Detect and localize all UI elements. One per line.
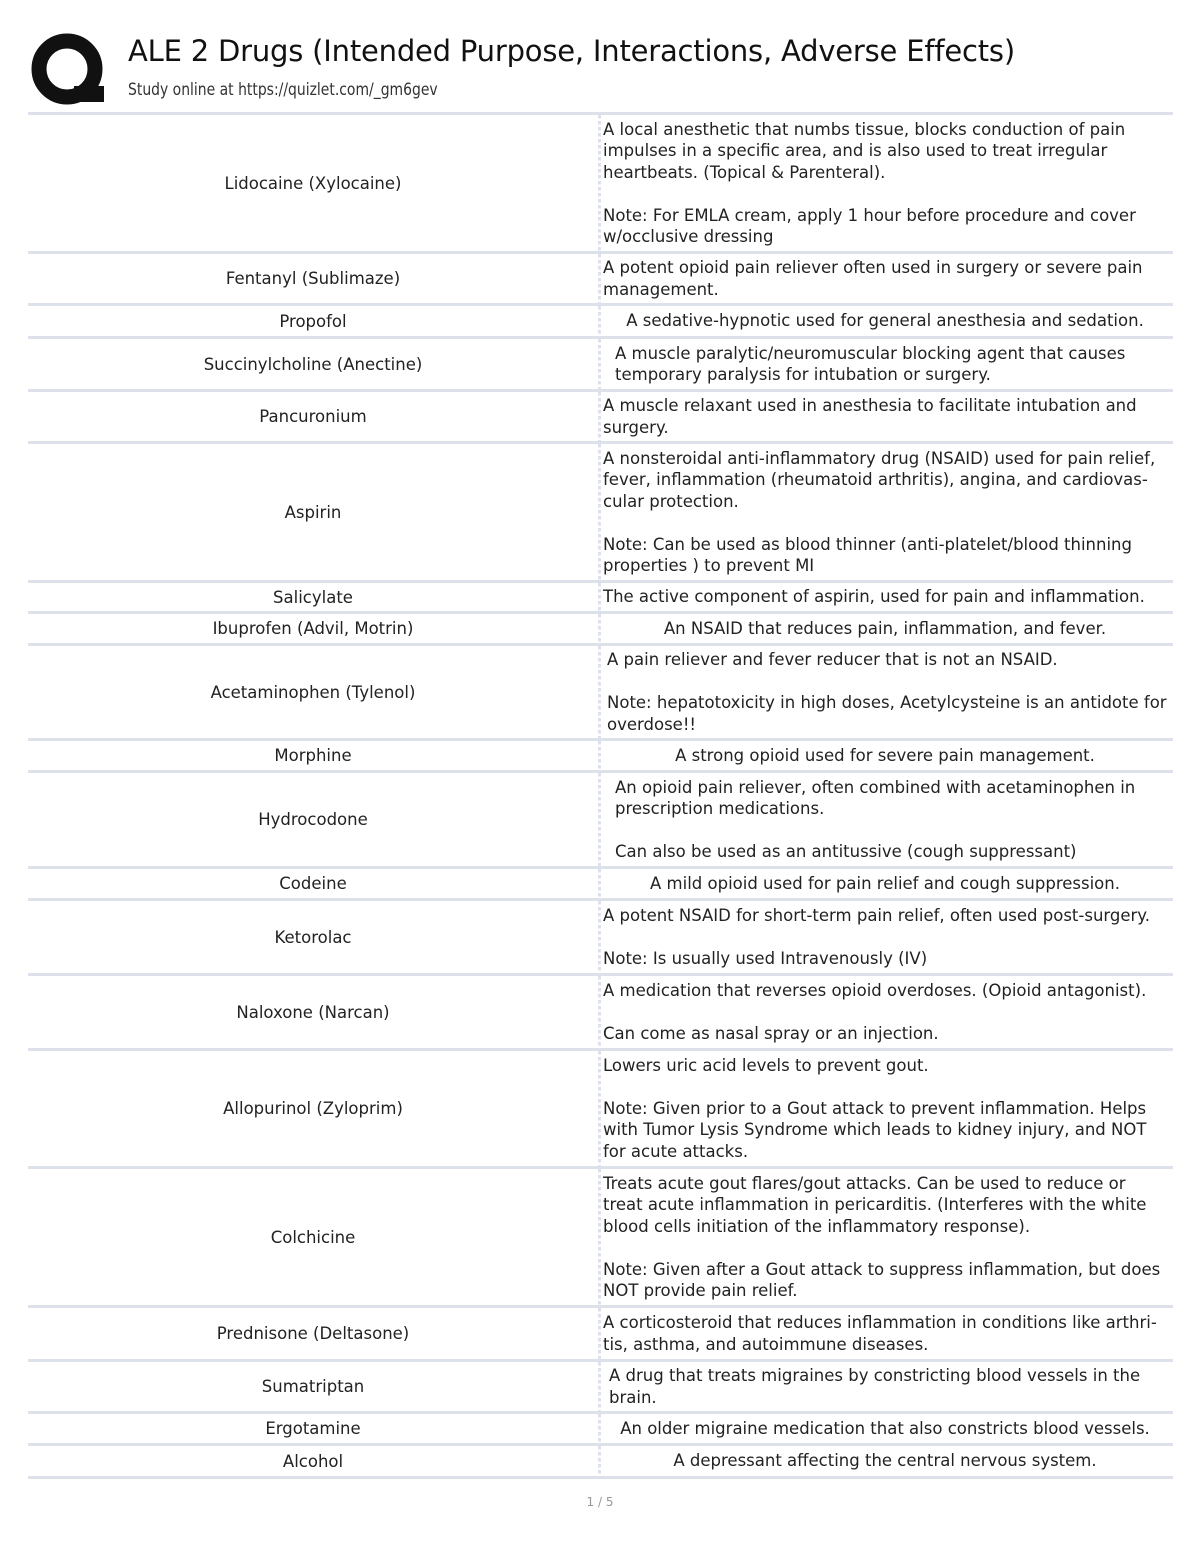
definition-text: A potent NSAID for short-term pain relief, often used post-surgery. <box>603 905 1150 925</box>
definition-cell <box>601 1414 1173 1443</box>
table-row <box>28 614 1173 646</box>
definition-cell <box>601 901 1173 973</box>
definition-note: Can come as nasal spray or an injection. <box>603 1023 939 1043</box>
definition-note: Note: Given prior to a Gout attack to prevent inflammation. Helps with Tumor Lysis Syndrome which leads to kidney injury, and NOT for acute attacks. <box>603 1098 1147 1161</box>
page-header <box>30 28 1180 108</box>
definition-cell <box>601 1308 1173 1359</box>
table-row <box>28 976 1173 1051</box>
quizlet-logo-icon <box>30 32 108 110</box>
definition-cell <box>601 773 1173 866</box>
definition-cell <box>601 1051 1173 1166</box>
definition-cell <box>601 392 1173 441</box>
definition-text: A potent opioid pain reliever often used in surgery or severe pain management. <box>603 258 1143 299</box>
definition-cell <box>601 1362 1173 1411</box>
term-cell: Ibuprofen (Advil, Motrin) <box>212 619 414 638</box>
term-cell: Lidocaine (Xylocaine) <box>224 173 402 193</box>
definition-text: A muscle paralytic/neuromuscular blocking agent that causes temporary paralysis for intubation or surgery. <box>615 343 1126 384</box>
term-cell: Salicylate <box>273 587 353 607</box>
table-row <box>28 115 1173 254</box>
study-online-link[interactable]: Study online at https://quizlet.com/_gm6gev <box>128 80 438 100</box>
table-row <box>28 1414 1173 1446</box>
term-cell: Acetaminophen (Tylenol) <box>210 682 416 702</box>
term-cell: Alcohol <box>282 1451 344 1471</box>
term-cell: Colchicine <box>270 1227 356 1247</box>
definition-note: Note: Given after a Gout attack to suppress inflammation, but does NOT provide pain relief. <box>603 1259 1161 1300</box>
definition-cell <box>601 614 1173 643</box>
definition-text: An older migraine medication that also constricts blood vessels. <box>620 1418 1150 1438</box>
definition-text: A local anesthetic that numbs tissue, blocks conduction of pain impulses in a specific area, and is also used to treat irregular heartbeats. (Topical & Parenteral). <box>603 119 1126 182</box>
table-row <box>28 1051 1173 1169</box>
definition-text: A corticosteroid that reduces inflammation in conditions like arthri-tis, asthma, and autoimmune diseases. <box>603 1313 1157 1354</box>
definition-text: A mild opioid used for pain relief and cough suppression. <box>650 873 1120 893</box>
term-cell: Ergotamine <box>265 1419 361 1438</box>
term-cell: Propofol <box>279 311 347 331</box>
table-row <box>28 1446 1173 1479</box>
table-row <box>28 1362 1173 1414</box>
flashcard-table <box>28 112 1173 1479</box>
table-row <box>28 392 1173 444</box>
definition-cell <box>601 976 1173 1048</box>
table-row <box>28 901 1173 976</box>
definition-text: A depressant affecting the central nervous system. <box>673 1451 1097 1471</box>
definition-text: A drug that treats migraines by constricting blood vessels in the brain. <box>609 1366 1141 1407</box>
definition-note: Note: Is usually used Intravenously (IV) <box>603 948 928 968</box>
table-row <box>28 583 1173 614</box>
definition-note: Note: Can be used as blood thinner (anti-platelet/blood thinning properties ) to prevent MI <box>603 534 1132 575</box>
table-row <box>28 773 1173 869</box>
table-row <box>28 1308 1173 1362</box>
page-number: 1 / 5 <box>586 1495 614 1509</box>
definition-cell <box>601 1446 1173 1476</box>
term-cell: Fentanyl (Sublimaze) <box>225 269 401 288</box>
term-cell: Pancuronium <box>259 407 367 426</box>
definition-cell <box>601 583 1173 611</box>
definition-text: An NSAID that reduces pain, inflammation, and fever. <box>663 618 1107 638</box>
definition-note: Can also be used as an antitussive (cough suppressant) <box>615 842 1077 861</box>
definition-text: A muscle relaxant used in anesthesia to facilitate intubation and surgery. <box>603 396 1137 437</box>
definition-text: A pain reliever and fever reducer that is not an NSAID. <box>607 650 1058 669</box>
definition-text: A strong opioid used for severe pain management. <box>675 745 1095 765</box>
table-row <box>28 306 1173 339</box>
page-title: ALE 2 Drugs (Intended Purpose, Interactions, Adverse Effects) <box>128 34 1015 68</box>
definition-cell <box>601 115 1173 251</box>
definition-text: An opioid pain reliever, often combined with acetaminophen in prescription medications. <box>615 777 1136 818</box>
definition-text: A sedative-hypnotic used for general anesthesia and sedation. <box>626 311 1144 331</box>
definition-cell <box>601 444 1173 580</box>
term-cell: Succinylcholine (Anectine) <box>203 354 423 374</box>
term-cell: Hydrocodone <box>258 810 368 829</box>
table-row <box>28 444 1173 583</box>
term-cell: Codeine <box>279 874 347 893</box>
term-cell: Naloxone (Narcan) <box>236 1002 390 1022</box>
definition-text: A medication that reverses opioid overdoses. (Opioid antagonist). <box>603 980 1147 1000</box>
term-cell: Prednisone (Deltasone) <box>216 1324 410 1343</box>
definition-note: Note: For EMLA cream, apply 1 hour before procedure and cover w/occlusive dressing <box>603 205 1136 246</box>
definition-text: Treats acute gout flares/gout attacks. Can be used to reduce or treat acute inflammation in pericarditis. (Interferes with the white blood cells initiation of the inflammatory response). <box>603 1173 1147 1236</box>
definition-cell <box>601 869 1173 898</box>
term-cell: Ketorolac <box>274 927 352 947</box>
definition-cell <box>601 339 1173 389</box>
table-row <box>28 339 1173 392</box>
term-cell: Allopurinol (Zyloprim) <box>223 1099 403 1118</box>
definition-text: Lowers uric acid levels to prevent gout. <box>603 1055 929 1075</box>
table-row <box>28 254 1173 306</box>
term-cell: Morphine <box>274 746 352 765</box>
definition-cell <box>601 741 1173 770</box>
definition-note: Note: hepatotoxicity in high doses, Acetylcysteine is an antidote for overdose!! <box>607 693 1167 734</box>
definition-text: A nonsteroidal anti-inflammatory drug (NSAID) used for pain relief, fever, inflammation (rheumatoid arthritis), angina, and cardiovas-cular protection. <box>603 448 1156 511</box>
table-row <box>28 741 1173 773</box>
definition-cell <box>601 646 1173 738</box>
term-cell: Sumatriptan <box>261 1377 365 1396</box>
term-cell: Aspirin <box>284 502 342 522</box>
table-row <box>28 1169 1173 1308</box>
definition-cell <box>601 306 1173 336</box>
table-row <box>28 869 1173 901</box>
definition-text: The active component of aspirin, used for pain and inflammation. <box>603 587 1145 607</box>
definition-cell <box>601 254 1173 303</box>
table-row <box>28 646 1173 741</box>
definition-cell <box>601 1169 1173 1305</box>
